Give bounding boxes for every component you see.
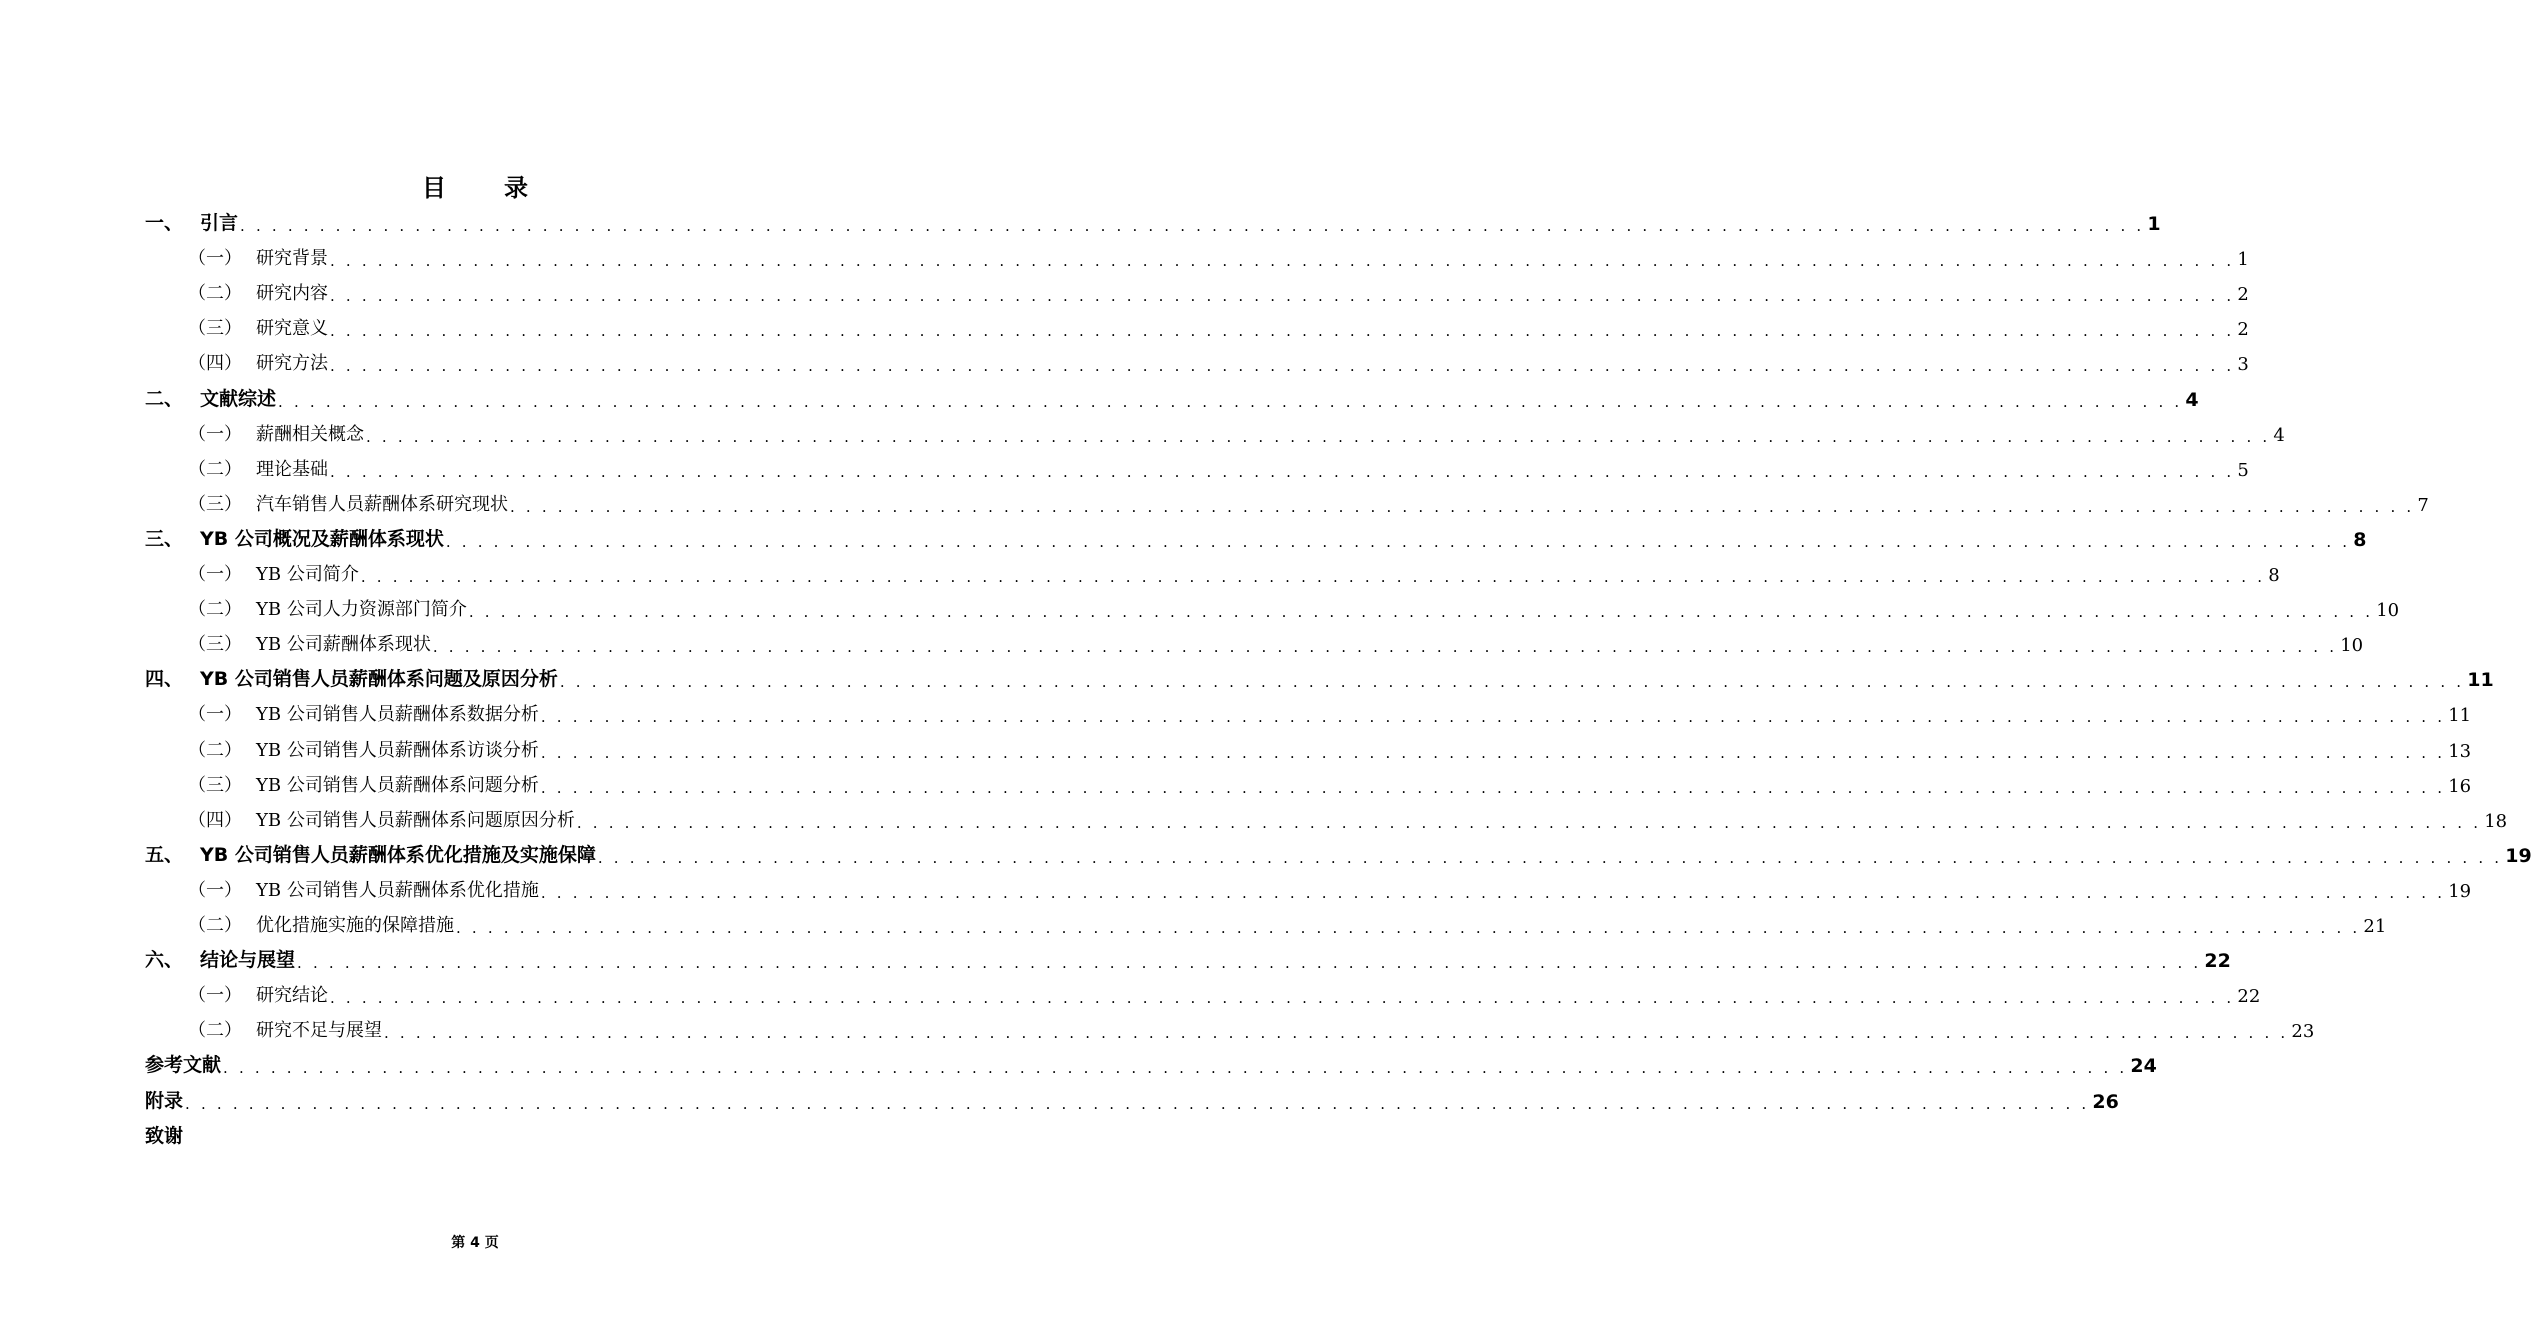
toc-entry-title: 研究内容 <box>256 283 328 305</box>
toc-dot-leader: . . . . . . . . . . . . . . . . . . . . . . . . . . . . . . . . . . . . . . . . . . . . . . . . . . . . . . . . . . . . . . . . . . . . . . . . . . . . . . . . . . . . . . . . . . . . . . . . . . . . . . . . . . . . . . . . . . . . . . . . <box>330 252 2235 271</box>
toc-page-number: 1 <box>2147 213 2161 235</box>
toc-subentry[interactable] <box>188 769 2472 797</box>
toc-dot-leader: . . . . . . . . . . . . . . . . . . . . . . . . . . . . . . . . . . . . . . . . . . . . . . . . . . . . . . . . . . . . . . . . . . . . . . . . . . . . . . . . . . . . . . . . . . . . . . . . . . . . . . . . . . . . . . . . . . . . . . . . <box>432 638 2338 657</box>
toc-entry[interactable] <box>145 383 2199 411</box>
toc-entry-number: （二） <box>188 458 242 480</box>
toc-entry-title: 结论与展望 <box>200 949 296 972</box>
toc-entry-title: 研究方法 <box>256 353 328 375</box>
toc-entry-number: 五、 <box>145 843 184 866</box>
toc-entry-title: 致谢 <box>145 1124 184 1147</box>
toc-entry-title: YB 公司销售人员薪酬体系访谈分析 <box>256 739 539 761</box>
toc-entry[interactable] <box>145 207 2161 235</box>
toc-subentry[interactable] <box>188 979 2261 1008</box>
toc-entry-number: （二） <box>188 915 242 936</box>
toc-entry-number: 四、 <box>145 668 184 691</box>
toc-page-number: 8 <box>2353 528 2367 551</box>
toc-entry-title: YB 公司销售人员薪酬体系问题原因分析 <box>256 809 575 831</box>
toc-entry-number: 二、 <box>145 387 184 410</box>
toc-subentry[interactable] <box>188 874 2472 902</box>
toc-subentry[interactable] <box>188 277 2249 306</box>
toc-subentry[interactable] <box>188 488 2429 516</box>
toc-entry-number: （四） <box>188 353 242 375</box>
toc-page-number: 18 <box>2484 810 2508 832</box>
toc-entry-number: （三） <box>188 634 242 656</box>
toc-entry-number: （二） <box>188 1020 242 1042</box>
toc-dot-leader: . . . . . . . . . . . . . . . . . . . . . . . . . . . . . . . . . . . . . . . . . . . . . . . . . . . . . . . . . . . . . . . . . . . . . . . . . . . . . . . . . . . . . . . . . . . . . . . . . . . . . . . . . . . . . . . . . . . . . . . . <box>330 322 2235 341</box>
toc-dot-leader: . . . . . . . . . . . . . . . . . . . . . . . . . . . . . . . . . . . . . . . . . . . . . . . . . . . . . . . . . . . . . . . . . . . . . . . . . . . . . . . . . . . . . . . . . . . . . . . . . . . . . . . . . . . . . . . . . . . . . . . . <box>330 357 2235 376</box>
toc-dot-leader: . . . . . . . . . . . . . . . . . . . . . . . . . . . . . . . . . . . . . . . . . . . . . . . . . . . . . . . . . . . . . . . . . . . . . . . . . . . . . . . . . . . . . . . . . . . . . . . . . . . . . . . . . . . . . . . . . . . . . . . . <box>540 708 2446 727</box>
toc-page-number: 19 <box>2505 844 2532 867</box>
toc-entry-number: （一） <box>188 564 242 585</box>
toc-entry-number: （二） <box>188 283 242 305</box>
toc-page-number: 4 <box>2185 388 2199 411</box>
toc-entry-number: （三） <box>188 318 242 340</box>
toc-entry-title: 薪酬相关概念 <box>256 423 364 445</box>
toc-entry-number: （一） <box>188 985 242 1007</box>
toc-entry-number: 一、 <box>145 212 184 234</box>
toc-entry-number: （三） <box>188 774 242 796</box>
toc-entry-title: YB 公司人力资源部门简介 <box>256 599 467 621</box>
toc-page-number: 11 <box>2467 669 2494 692</box>
toc-subentry[interactable] <box>188 734 2472 762</box>
toc-page-number: 1 <box>2237 249 2249 271</box>
toc-dot-leader: . . . . . . . . . . . . . . . . . . . . . . . . . . . . . . . . . . . . . . . . . . . . . . . . . . . . . . . . . . . . . . . . . . . . . . . . . . . . . . . . . . . . . . . . . . . . . . . . . . . . . . . . . . . . . . . . . . . . . . . . <box>445 532 2351 551</box>
toc-page-number: 4 <box>2273 424 2285 446</box>
toc-dot-leader: . . . . . . . . . . . . . . . . . . . . . . . . . . . . . . . . . . . . . . . . . . . . . . . . . . . . . . . . . . . . . . . . . . . . . . . . . . . . . . . . . . . . . . . . . . . . . . . . . . . . . . . . . . . . . . . . . . . . . . . . <box>278 392 2183 411</box>
toc-page-number: 2 <box>2237 284 2249 306</box>
toc-entry-number: 六、 <box>145 949 184 972</box>
toc-page-number: 5 <box>2237 459 2249 481</box>
toc-entry-title: YB 公司简介 <box>256 564 359 585</box>
toc-page-number: 10 <box>2340 635 2364 657</box>
toc-entry[interactable] <box>145 663 2494 692</box>
toc-dot-leader: . . . . . . . . . . . . . . . . . . . . . . . . . . . . . . . . . . . . . . . . . . . . . . . . . . . . . . . . . . . . . . . . . . . . . . . . . . . . . . . . . . . . . . . . . . . . . . . . . . . . . . . . . . . . . . . . . . . . . . . . <box>297 954 2202 973</box>
toc-entry-title: YB 公司销售人员薪酬体系问题分析 <box>256 774 539 796</box>
toc-page-number: 8 <box>2268 565 2280 586</box>
toc-page-number: 22 <box>2237 986 2261 1008</box>
toc-entry-number: （一） <box>188 704 242 726</box>
toc-page-number: 13 <box>2448 740 2472 762</box>
toc-entry-number: （一） <box>188 879 242 901</box>
toc-dot-leader: . . . . . . . . . . . . . . . . . . . . . . . . . . . . . . . . . . . . . . . . . . . . . . . . . . . . . . . . . . . . . . . . . . . . . . . . . . . . . . . . . . . . . . . . . . . . . . . . . . . . . . . . . . . . . . . . . . . . . . . . <box>360 568 2266 586</box>
toc-entry-title: YB 公司销售人员薪酬体系数据分析 <box>256 704 539 726</box>
toc-subentry[interactable] <box>188 593 2400 622</box>
toc-entry-number: （四） <box>188 809 242 831</box>
toc-entry-title: 研究不足与展望 <box>256 1020 382 1042</box>
toc-entry-number: （三） <box>188 493 242 515</box>
toc-subentry[interactable] <box>188 804 2508 832</box>
toc-subentry[interactable] <box>188 1014 2315 1043</box>
toc-entry-title: 参考文献 <box>145 1054 222 1077</box>
toc-subentry[interactable] <box>188 558 2280 586</box>
toc-dot-leader: . . . . . . . . . . . . . . . . . . . . . . . . . . . . . . . . . . . . . . . . . . . . . . . . . . . . . . . . . . . . . . . . . . . . . . . . . . . . . . . . . . . . . . . . . . . . . . . . . . . . . . . . . . . . . . . . . . . . . . . . <box>223 1059 2128 1078</box>
toc-entry-title: 研究背景 <box>256 248 328 270</box>
toc-subentry[interactable] <box>188 909 2387 937</box>
toc-entry-title: YB 公司销售人员薪酬体系优化措施及实施保障 <box>200 843 596 866</box>
toc-page-number: 22 <box>2204 950 2231 973</box>
toc-page-number: 19 <box>2448 880 2472 902</box>
toc-page-number: 3 <box>2237 354 2249 376</box>
toc-entry[interactable] <box>145 523 2367 551</box>
toc-dot-leader: . . . . . . . . . . . . . . . . . . . . . . . . . . . . . . . . . . . . . . . . . . . . . . . . . . . . . . . . . . . . . . . . . . . . . . . . . . . . . . . . . . . . . . . . . . . . . . . . . . . . . . . . . . . . . . . . . . . . . . . . <box>366 427 2271 446</box>
toc-entry-title: YB 公司概况及薪酬体系现状 <box>200 527 444 550</box>
toc-entry[interactable] <box>145 839 2532 867</box>
toc-dot-leader: . . . . . . . . . . . . . . . . . . . . . . . . . . . . . . . . . . . . . . . . . . . . . . . . . . . . . . . . . . . . . . . . . . . . . . . . . . . . . . . . . . . . . . . . . . . . . . . . . . . . . . . . . . . . . . . . . . . . . . . . <box>330 287 2235 306</box>
toc-subentry[interactable] <box>188 242 2249 271</box>
page-footer: 第 4 页 <box>451 1235 499 1251</box>
toc-subentry[interactable] <box>188 418 2285 446</box>
toc-page-number: 2 <box>2237 319 2249 341</box>
toc-dot-leader: . . . . . . . . . . . . . . . . . . . . . . . . . . . . . . . . . . . . . . . . . . . . . . . . . . . . . . . . . . . . . . . . . . . . . . . . . . . . . . . . . . . . . . . . . . . . . . . . . . . . . . . . . . . . . . . . . . . . . . . . <box>597 848 2503 867</box>
toc-entry-title: 附录 <box>145 1089 184 1112</box>
toc-dot-leader: . . . . . . . . . . . . . . . . . . . . . . . . . . . . . . . . . . . . . . . . . . . . . . . . . . . . . . . . . . . . . . . . . . . . . . . . . . . . . . . . . . . . . . . . . . . . . . . . . . . . . . . . . . . . . . . . . . . . . . . . <box>540 743 2446 762</box>
toc-dot-leader: . . . . . . . . . . . . . . . . . . . . . . . . . . . . . . . . . . . . . . . . . . . . . . . . . . . . . . . . . . . . . . . . . . . . . . . . . . . . . . . . . . . . . . . . . . . . . . . . . . . . . . . . . . . . . . . . . . . . . . . . <box>384 1024 2289 1043</box>
toc-dot-leader: . . . . . . . . . . . . . . . . . . . . . . . . . . . . . . . . . . . . . . . . . . . . . . . . . . . . . . . . . . . . . . . . . . . . . . . . . . . . . . . . . . . . . . . . . . . . . . . . . . . . . . . . . . . . . . . . . . . . . . . . <box>576 813 2482 832</box>
toc-title: 目录 <box>422 174 586 202</box>
toc-dot-leader: . . . . . . . . . . . . . . . . . . . . . . . . . . . . . . . . . . . . . . . . . . . . . . . . . . . . . . . . . . . . . . . . . . . . . . . . . . . . . . . . . . . . . . . . . . . . . . . . . . . . . . . . . . . . . . . . . . . . . . . . <box>540 778 2446 797</box>
toc-entry-title: 研究结论 <box>256 985 328 1007</box>
toc-entry-number: （一） <box>188 423 242 445</box>
toc-entry-title: 研究意义 <box>256 318 328 340</box>
toc-subentry[interactable] <box>188 312 2249 341</box>
toc-dot-leader: . . . . . . . . . . . . . . . . . . . . . . . . . . . . . . . . . . . . . . . . . . . . . . . . . . . . . . . . . . . . . . . . . . . . . . . . . . . . . . . . . . . . . . . . . . . . . . . . . . . . . . . . . . . . . . . . . . . . . . . . <box>510 497 2415 516</box>
toc-entry-title: 文献综述 <box>200 387 277 410</box>
toc-entry-number: （一） <box>188 248 242 270</box>
toc-page-number: 16 <box>2448 775 2472 797</box>
toc-dot-leader: . . . . . . . . . . . . . . . . . . . . . . . . . . . . . . . . . . . . . . . . . . . . . . . . . . . . . . . . . . . . . . . . . . . . . . . . . . . . . . . . . . . . . . . . . . . . . . . . . . . . . . . . . . . . . . . . . . . . . . . . <box>559 673 2465 692</box>
toc-subentry[interactable] <box>188 347 2249 376</box>
toc-entry-title: 引言 <box>200 212 239 234</box>
toc-page-number: 24 <box>2130 1055 2157 1078</box>
toc-entry-title: YB 公司销售人员薪酬体系问题及原因分析 <box>200 668 558 691</box>
toc-dot-leader: . . . . . . . . . . . . . . . . . . . . . . . . . . . . . . . . . . . . . . . . . . . . . . . . . . . . . . . . . . . . . . . . . . . . . . . . . . . . . . . . . . . . . . . . . . . . . . . . . . . . . . . . . . . . . . . . . . . . . . . . <box>540 883 2446 902</box>
toc-entry[interactable] <box>145 1049 2157 1078</box>
toc-page-number: 10 <box>2376 600 2400 622</box>
toc-dot-leader: . . . . . . . . . . . . . . . . . . . . . . . . . . . . . . . . . . . . . . . . . . . . . . . . . . . . . . . . . . . . . . . . . . . . . . . . . . . . . . . . . . . . . . . . . . . . . . . . . . . . . . . . . . . . . . . . . . . . . . . . <box>468 603 2374 622</box>
toc-entry-title: YB 公司薪酬体系现状 <box>256 634 431 656</box>
toc-dot-leader: . . . . . . . . . . . . . . . . . . . . . . . . . . . . . . . . . . . . . . . . . . . . . . . . . . . . . . . . . . . . . . . . . . . . . . . . . . . . . . . . . . . . . . . . . . . . . . . . . . . . . . . . . . . . . . . . . . . . . . . . <box>330 989 2235 1008</box>
toc-dot-leader: . . . . . . . . . . . . . . . . . . . . . . . . . . . . . . . . . . . . . . . . . . . . . . . . . . . . . . . . . . . . . . . . . . . . . . . . . . . . . . . . . . . . . . . . . . . . . . . . . . . . . . . . . . . . . . . . . . . . . . . . <box>185 1094 2090 1113</box>
toc-entry[interactable] <box>145 1120 837 1148</box>
toc-page-number: 21 <box>2363 916 2387 937</box>
toc-entry-title: 优化措施实施的保障措施 <box>256 915 454 936</box>
toc-subentry[interactable] <box>188 628 2364 657</box>
toc-entry-title: YB 公司销售人员薪酬体系优化措施 <box>256 879 539 901</box>
toc-entry[interactable] <box>145 944 2231 973</box>
toc-page-number: 7 <box>2417 494 2429 516</box>
toc-page-number: 23 <box>2291 1021 2315 1043</box>
toc-entry-number: 三、 <box>145 527 184 550</box>
toc-page-number: 11 <box>2448 705 2472 727</box>
toc-entry[interactable] <box>145 1085 2119 1113</box>
toc-dot-leader: . . . . . . . . . . . . . . . . . . . . . . . . . . . . . . . . . . . . . . . . . . . . . . . . . . . . . . . . . . . . . . . . . . . . . . . . . . . . . . . . . . . . . . . . . . . . . . . . . . . . . . . . . . . . . . . . . . . . . . . . <box>330 462 2235 481</box>
toc-entry-title: 理论基础 <box>256 458 328 480</box>
toc-subentry[interactable] <box>188 698 2472 727</box>
toc-entry-title: 汽车销售人员薪酬体系研究现状 <box>256 493 508 515</box>
toc-subentry[interactable] <box>188 453 2249 481</box>
toc-entry-number: （二） <box>188 599 242 621</box>
toc-dot-leader: . . . . . . . . . . . . . . . . . . . . . . . . . . . . . . . . . . . . . . . . . . . . . . . . . . . . . . . . . . . . . . . . . . . . . . . . . . . . . . . . . . . . . . . . . . . . . . . . . . . . . . . . . . . . . . . . . . . . . . . . <box>456 919 2361 937</box>
toc-dot-leader: . . . . . . . . . . . . . . . . . . . . . . . . . . . . . . . . . . . . . . . . . . . . . . . . . . . . . . . . . . . . . . . . . . . . . . . . . . . . . . . . . . . . . . . . . . . . . . . . . . . . . . . . . . . . . . . . . . . . . . . . <box>240 217 2145 235</box>
toc-page-number: 26 <box>2092 1090 2119 1113</box>
toc-entry-number: （二） <box>188 739 242 761</box>
